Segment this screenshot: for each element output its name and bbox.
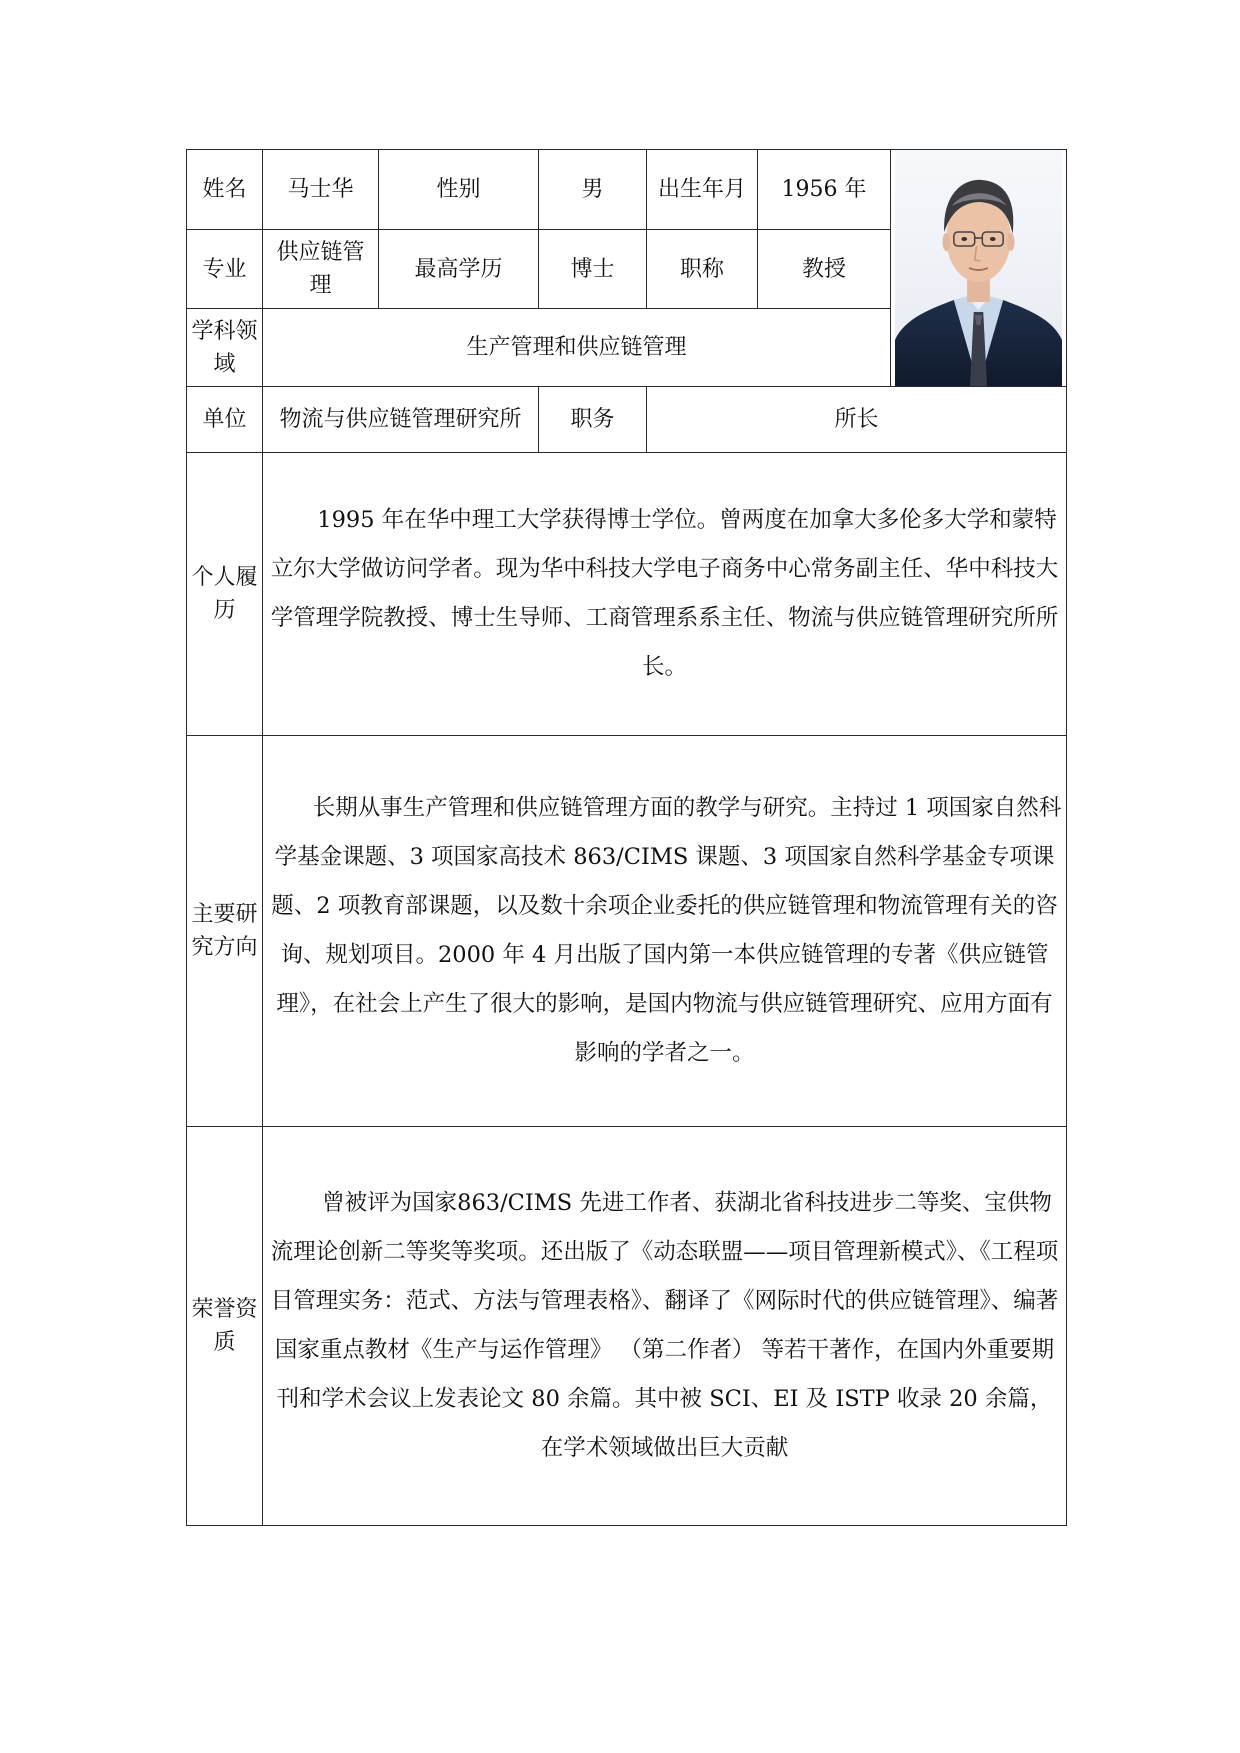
- honors-label: 荣誉资质: [187, 1127, 263, 1526]
- honors-content: [263, 1127, 1067, 1526]
- birth-value: 1956 年: [758, 150, 891, 230]
- title-value: 教授: [758, 230, 891, 309]
- position-label: 职务: [539, 387, 647, 453]
- resume-content: [263, 453, 1067, 736]
- research-text: 长期从事生产管理和供应链管理方面的教学与研究。主持过 1 项国家自然科学基金课题、3 项国家高技术 863/CIMS 课题、3 项国家自然科学基金专项课题、2 项教育部课题，以及数十余项企业委托的供应链管理和物流管理有关的咨询、规划项目。2000 年 4 月出版了国内第一本供应链管理的专著《供应链管理》，在社会上产生了很大的影响，是国内物流与供应链管理研究、应用方面有影响的学者之一。: [271, 795, 1062, 1066]
- row-resume: [187, 453, 1067, 736]
- major-value: 供应链管理: [263, 230, 379, 309]
- profile-table: [186, 149, 1067, 1526]
- field-value: 生产管理和供应链管理: [263, 309, 891, 387]
- photo-cell: [891, 150, 1067, 387]
- education-label: 最高学历: [379, 230, 539, 309]
- position-value: 所长: [647, 387, 1067, 453]
- unit-value: 物流与供应链管理研究所: [263, 387, 539, 453]
- title-label: 职称: [647, 230, 758, 309]
- gender-value: 男: [539, 150, 647, 230]
- gender-label: 性别: [379, 150, 539, 230]
- row-basic-info: [187, 150, 1067, 230]
- research-content: [263, 736, 1067, 1127]
- name-label: 姓名: [187, 150, 263, 230]
- honors-text: 曾被评为国家863/CIMS 先进工作者、获湖北省科技进步二等奖、宝供物流理论创新二等奖等奖项。还出版了《动态联盟——项目管理新模式》、《工程项目管理实务：范式、方法与管理表格》、翻译了《网际时代的供应链管理》、编著国家重点教材《生产与运作管理》 （第二作者） 等若干著作，在国内外重要期刊和学术会议上发表论文 80 余篇。其中被 SCI、EI 及 ISTP 收录 20 余篇，在学术领域做出巨大贡献: [270, 1190, 1059, 1461]
- education-value: 博士: [539, 230, 647, 309]
- unit-label: 单位: [187, 387, 263, 453]
- name-value: 马士华: [263, 150, 379, 230]
- research-label: 主要研究方向: [187, 736, 263, 1127]
- major-label: 专业: [187, 230, 263, 309]
- row-research: [187, 736, 1067, 1127]
- resume-text: 1995 年在华中理工大学获得博士学位。曾两度在加拿大多伦多大学和蒙特立尔大学做访问学者。现为华中科技大学电子商务中心常务副主任、华中科技大学管理学院教授、博士生导师、工商管理系系主任、物流与供应链管理研究所所长。: [270, 507, 1059, 680]
- row-honors: [187, 1127, 1067, 1526]
- birth-label: 出生年月: [647, 150, 758, 230]
- field-label: 学科领域: [187, 309, 263, 387]
- portrait-photo-icon: [895, 150, 1062, 386]
- row-unit: [187, 387, 1067, 453]
- resume-label: 个人履历: [187, 453, 263, 736]
